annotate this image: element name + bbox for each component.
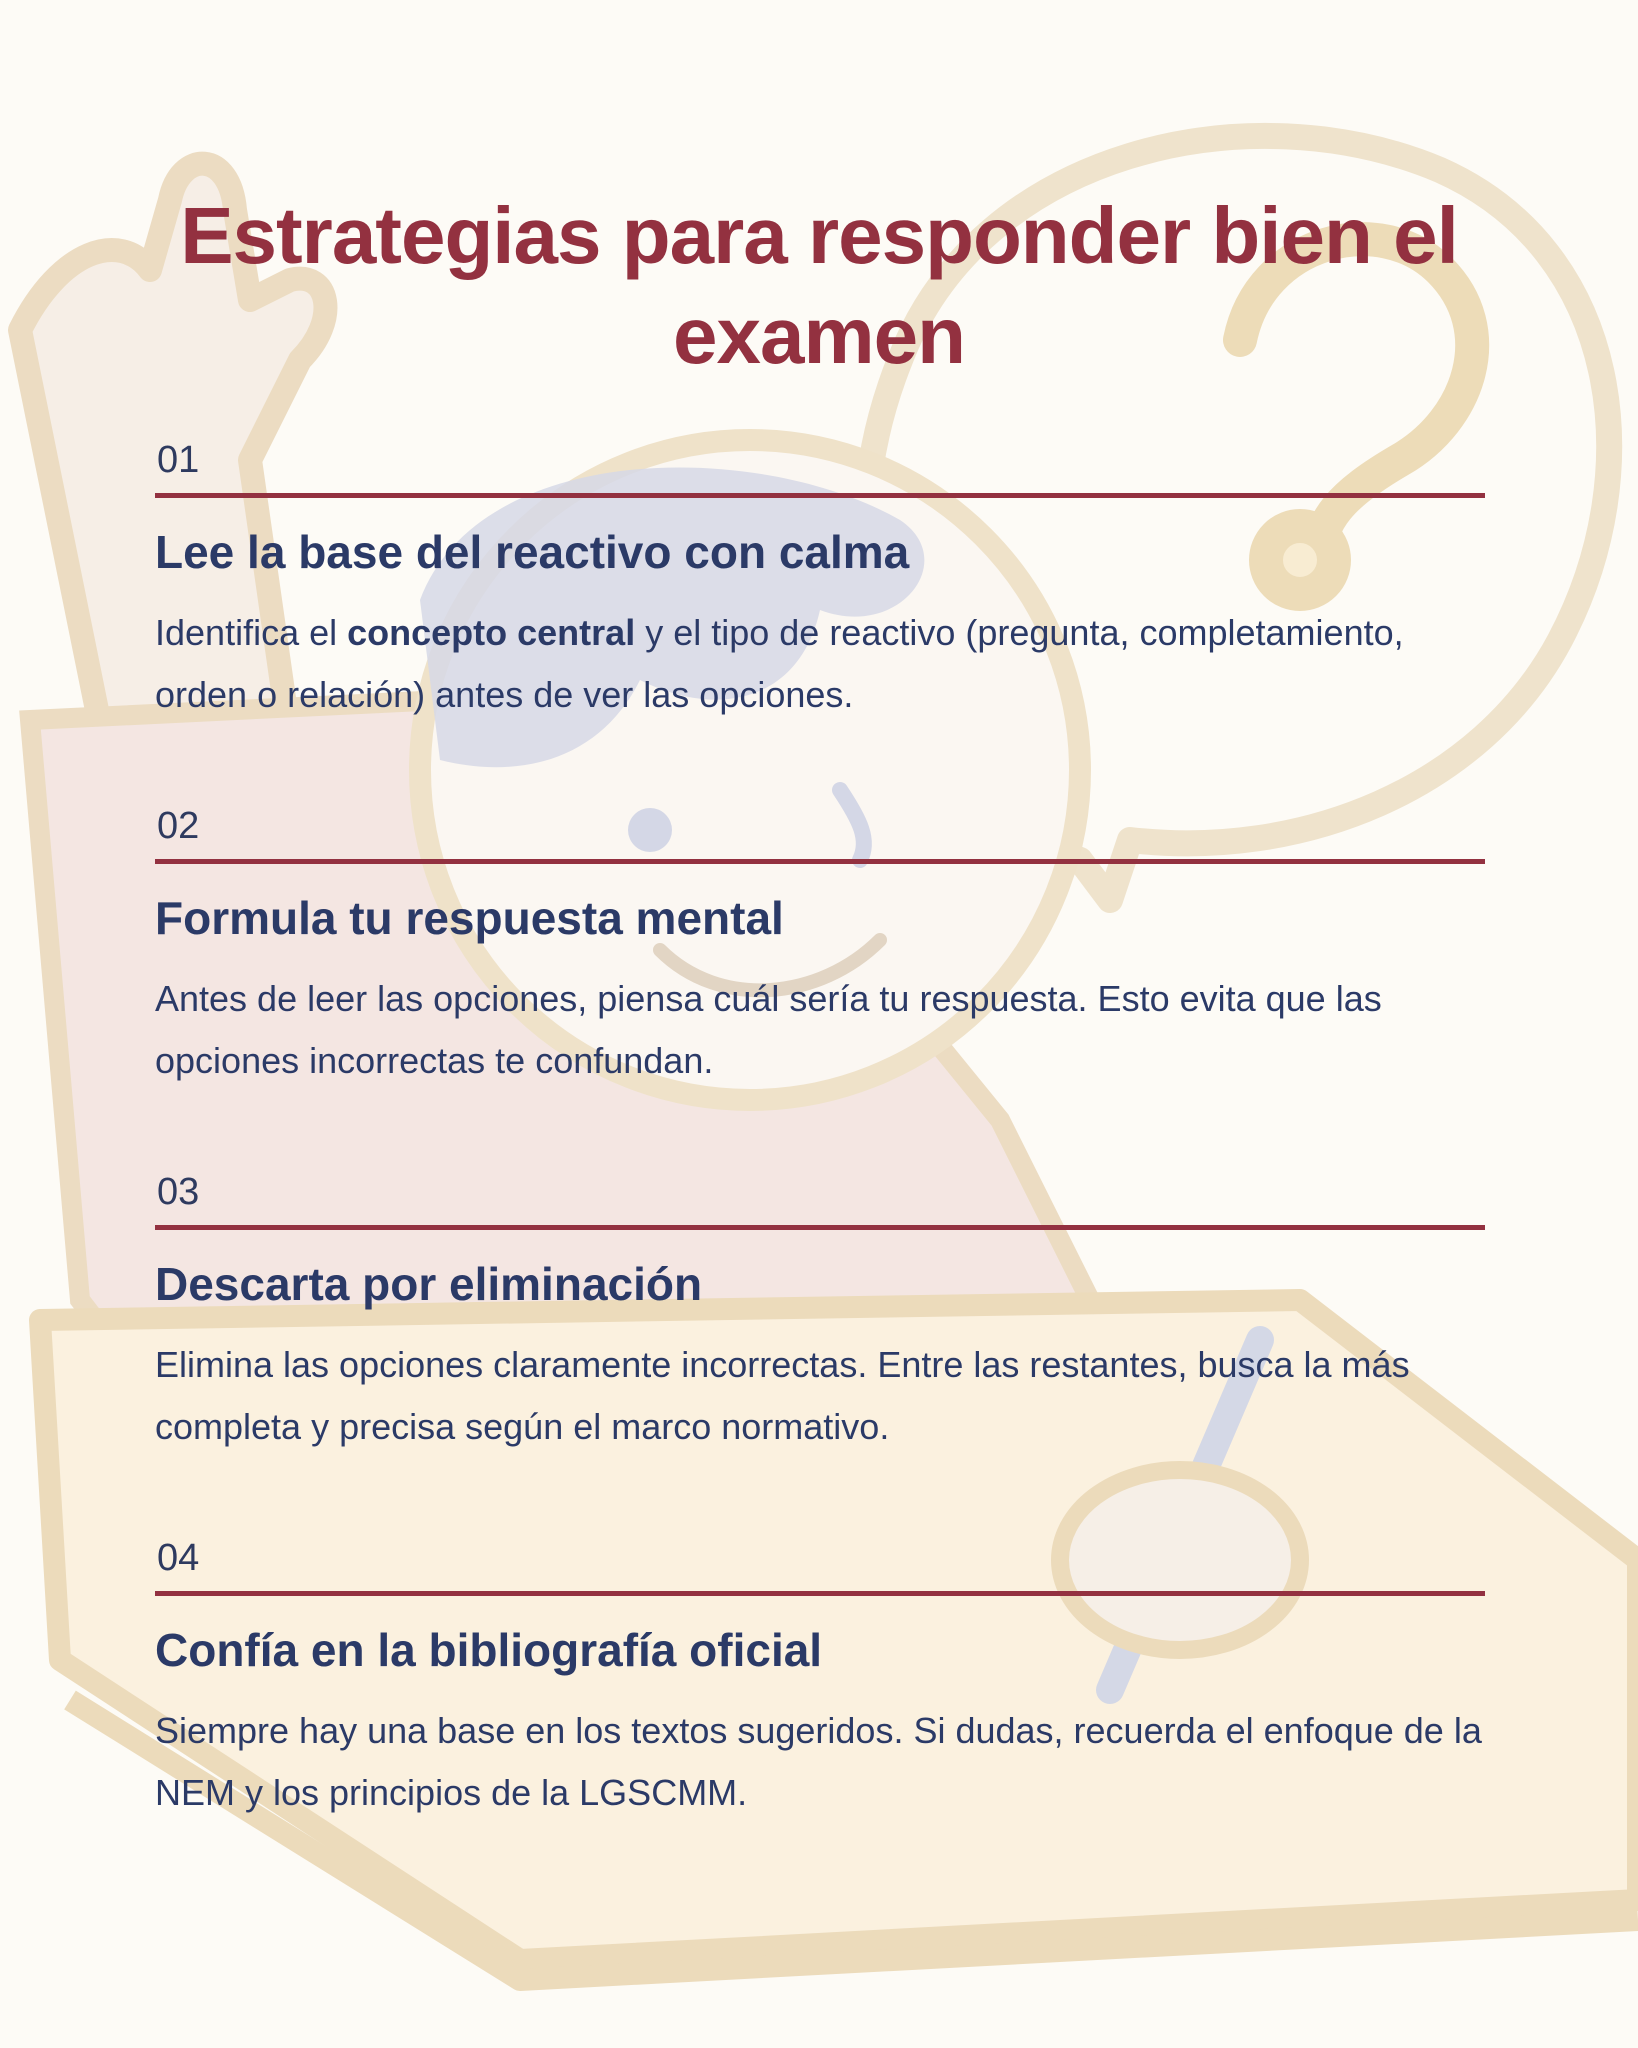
- section-divider: [155, 859, 1485, 864]
- section-number: 02: [157, 805, 200, 847]
- section-body-emphasis: concepto central: [347, 612, 636, 653]
- section-divider: [155, 493, 1485, 498]
- section-heading: Descarta por eliminación: [155, 1258, 703, 1310]
- section-heading: Lee la base del reactivo con calma: [155, 526, 910, 578]
- section-number: 03: [157, 1171, 200, 1213]
- section-body-text: Identifica el: [155, 612, 348, 653]
- section-heading: Formula tu respuesta mental: [155, 892, 784, 944]
- section-body: Elimina las opciones claramente incorrectas. Entre las restantes, busca la más completa y precisa según el marco normativo.: [155, 1344, 1410, 1447]
- strategy-section-01: [155, 438, 1485, 726]
- section-number: 01: [157, 439, 200, 481]
- section-divider: [155, 1225, 1485, 1230]
- section-heading: Confía en la bibliografía oficial: [155, 1624, 823, 1676]
- strategy-section-02: [155, 804, 1485, 1092]
- section-number: 04: [157, 1537, 200, 1579]
- strategy-section-03: [155, 1170, 1485, 1458]
- strategy-section-04: [155, 1536, 1485, 1824]
- section-body: Antes de leer las opciones, piensa cuál sería tu respuesta. Esto evita que las opciones incorrectas te confundan.: [155, 978, 1382, 1081]
- section-body: [155, 602, 1485, 726]
- section-divider: [155, 1591, 1485, 1596]
- section-body-text: y el tipo de reactivo (pregunta, completamiento, orden o relación) antes de ver las opciones.: [155, 612, 1404, 715]
- page-title: Estrategias para responder bien el examen: [180, 191, 1458, 380]
- section-body: Siempre hay una base en los textos sugeridos. Si dudas, recuerda el enfoque de la NEM y los principios de la LGSCMM.: [155, 1710, 1482, 1813]
